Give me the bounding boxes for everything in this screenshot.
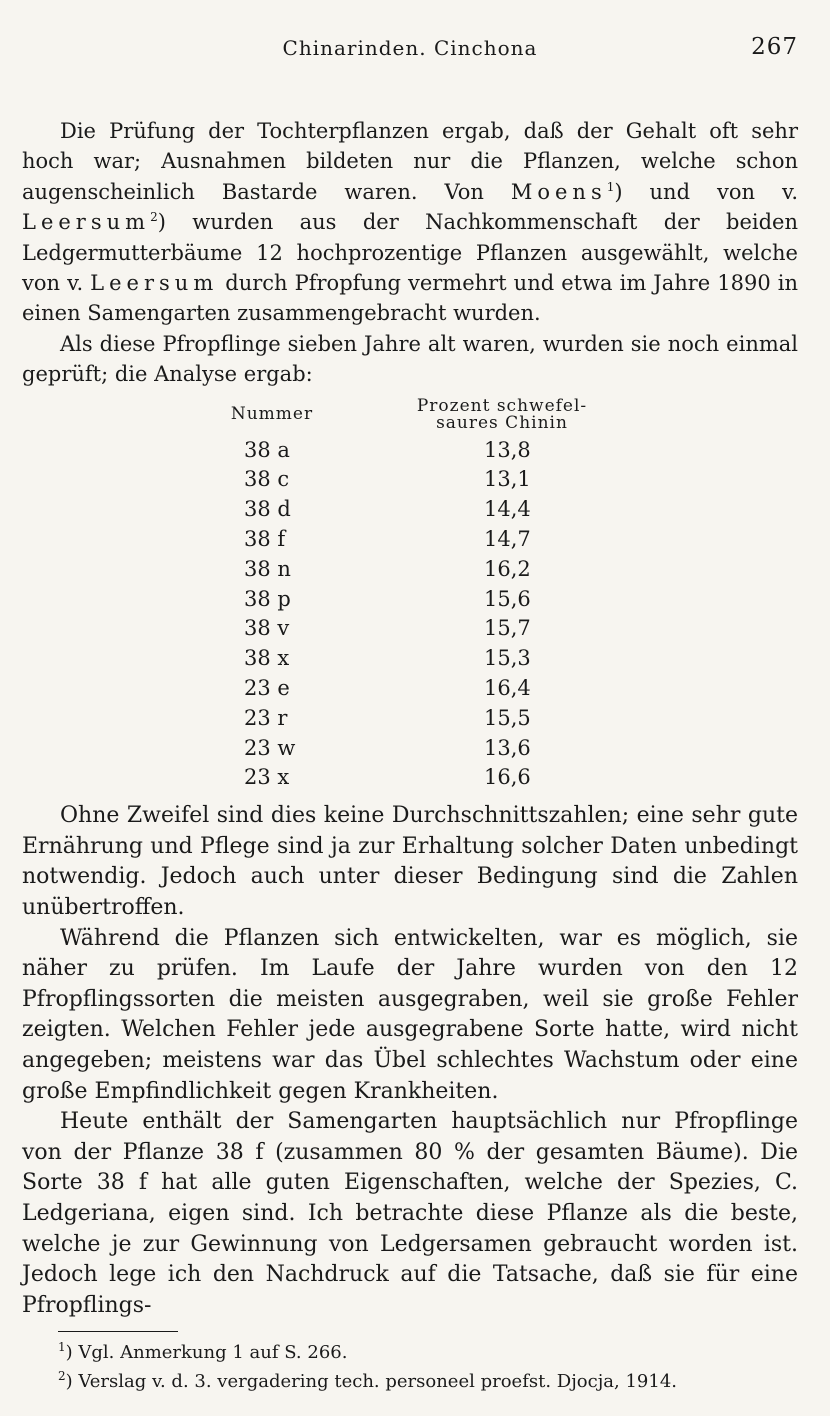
cell-number: 23 r <box>244 705 288 730</box>
table-row <box>172 674 632 704</box>
cell-percent: 16,4 <box>484 676 531 701</box>
table-row <box>172 525 632 555</box>
cell-number: 38 c <box>244 467 290 492</box>
paragraph-2: Als diese Pfropflinge sieben Jahre alt waren, wurden sie noch einmal geprüft; die Analyse ergab: <box>22 331 798 387</box>
footnote-mark-2: 2 <box>58 1369 66 1384</box>
cell-percent: 14,4 <box>484 497 531 522</box>
paragraph-5: Heute enthält der Samengarten hauptsächlich nur Pfropflinge von der Pflanze 38 f (zusammen 80 % der gesamten Bäume). Die Sorte 38 f hat alle guten Eigenschaften, welche der Spezies, C. Ledgeriana, eigen sind. Ich betrachte diese Pflanze als die beste, welche je zur Gewinnung von Ledgersamen gebraucht worden ist. Jedoch lege ich den Nachdruck auf die Tatsache, daß sie für eine Pfropflings- <box>22 1109 798 1318</box>
table-row <box>172 614 632 644</box>
author-name-leersum: Leersum <box>22 210 151 235</box>
column-header-number: Nummer <box>230 404 314 425</box>
cell-number: 38 f <box>244 527 286 552</box>
column-header-percent-line2: saures Chinin <box>436 412 568 433</box>
table-row <box>172 436 632 466</box>
page-number: 267 <box>751 34 798 60</box>
cell-number: 38 p <box>244 586 291 611</box>
table-row <box>172 465 632 495</box>
column-header-percent-line1: Prozent schwefel- <box>416 395 588 416</box>
cell-percent: 15,5 <box>484 705 531 730</box>
cell-percent: 13,1 <box>484 467 531 492</box>
author-name-leersum-2: Leersum <box>90 271 219 296</box>
table-row <box>172 734 632 764</box>
paragraph-3: Ohne Zweifel sind dies keine Durchschnittszahlen; eine sehr gute Ernährung und Pflege sind ja zur Erhaltung solcher Daten unbedingt notwendig. Jedoch auch unter dieser Bedingung sind die Zahlen unübertroffen. <box>22 803 798 920</box>
footnote-2 <box>22 1367 798 1396</box>
footnote-mark-1: 1 <box>58 1340 66 1355</box>
cell-percent: 13,6 <box>484 735 531 760</box>
page-header <box>22 30 798 66</box>
cell-percent: 14,7 <box>484 527 531 552</box>
cell-number: 23 e <box>244 676 290 701</box>
running-title: Chinarinden. Cinchona <box>282 36 538 60</box>
footnote-ref-1: 1 <box>606 179 615 194</box>
paragraph-1 <box>22 116 798 329</box>
cell-number: 38 x <box>244 646 290 671</box>
footnote-divider <box>58 1331 178 1332</box>
cell-number: 38 d <box>244 497 291 522</box>
paragraph-1-text-a: Die Prüfung der Tochterpflanzen ergab, daß der Gehalt oft sehr hoch war; Ausnahmen bildeten nur die Pflanzen, welche schon augenscheinlich Bastarde waren. Von <box>22 119 798 204</box>
cell-number: 38 v <box>244 616 290 641</box>
cell-number: 23 x <box>244 765 290 790</box>
column-header-percent <box>372 392 632 436</box>
cell-number: 38 n <box>244 556 291 581</box>
footnote-ref-2: 2 <box>150 210 158 225</box>
analysis-table <box>172 392 632 794</box>
paragraph-1-text-b: ) und von v. <box>614 179 798 204</box>
paragraph-1-text-c: ) wurden aus der Nachkommenschaft der beiden Ledgermutterbäume 12 hochprozentige Pflanzen ausgewählt, welche von v. <box>22 210 798 296</box>
table-row <box>172 763 632 793</box>
table-row <box>172 585 632 615</box>
cell-percent: 15,7 <box>484 616 531 641</box>
table-row <box>172 704 632 734</box>
footnote-2-text: ) Verslag v. d. 3. vergadering tech. personeel proefst. Djocja, 1914. <box>65 1371 677 1393</box>
table-header-row <box>172 392 632 436</box>
paragraph-4: Während die Pflanzen sich entwickelten, war es möglich, sie näher zu prüfen. Im Laufe der Jahre wurden von den 12 Pfropflingssorten die meisten ausgegraben, weil sie große Fehler zeigten. Welchen Fehler jede ausgegrabene Sorte hatte, wird nicht angegeben; meistens war das Übel schlechtes Wachstum oder eine große Empfindlichkeit gegen Krankheiten. <box>22 925 798 1104</box>
cell-percent: 15,3 <box>484 646 531 671</box>
cell-percent: 16,6 <box>484 765 531 790</box>
footnote-1-text: ) Vgl. Anmerkung 1 auf S. 266. <box>65 1342 348 1364</box>
table-row <box>172 495 632 525</box>
footnote-1 <box>22 1338 798 1367</box>
cell-number: 23 w <box>244 735 296 760</box>
cell-percent: 13,8 <box>484 437 531 462</box>
author-name-moens: Moens <box>510 179 607 204</box>
cell-percent: 15,6 <box>484 586 531 611</box>
cell-number: 38 a <box>244 437 290 462</box>
table-row <box>172 644 632 674</box>
table-row <box>172 555 632 585</box>
paragraph-1-text-d: durch Pfropfung vermehrt und etwa im Jahre 1890 in einen Samengarten zusammengebracht wurden. <box>22 271 798 326</box>
cell-percent: 16,2 <box>484 556 531 581</box>
